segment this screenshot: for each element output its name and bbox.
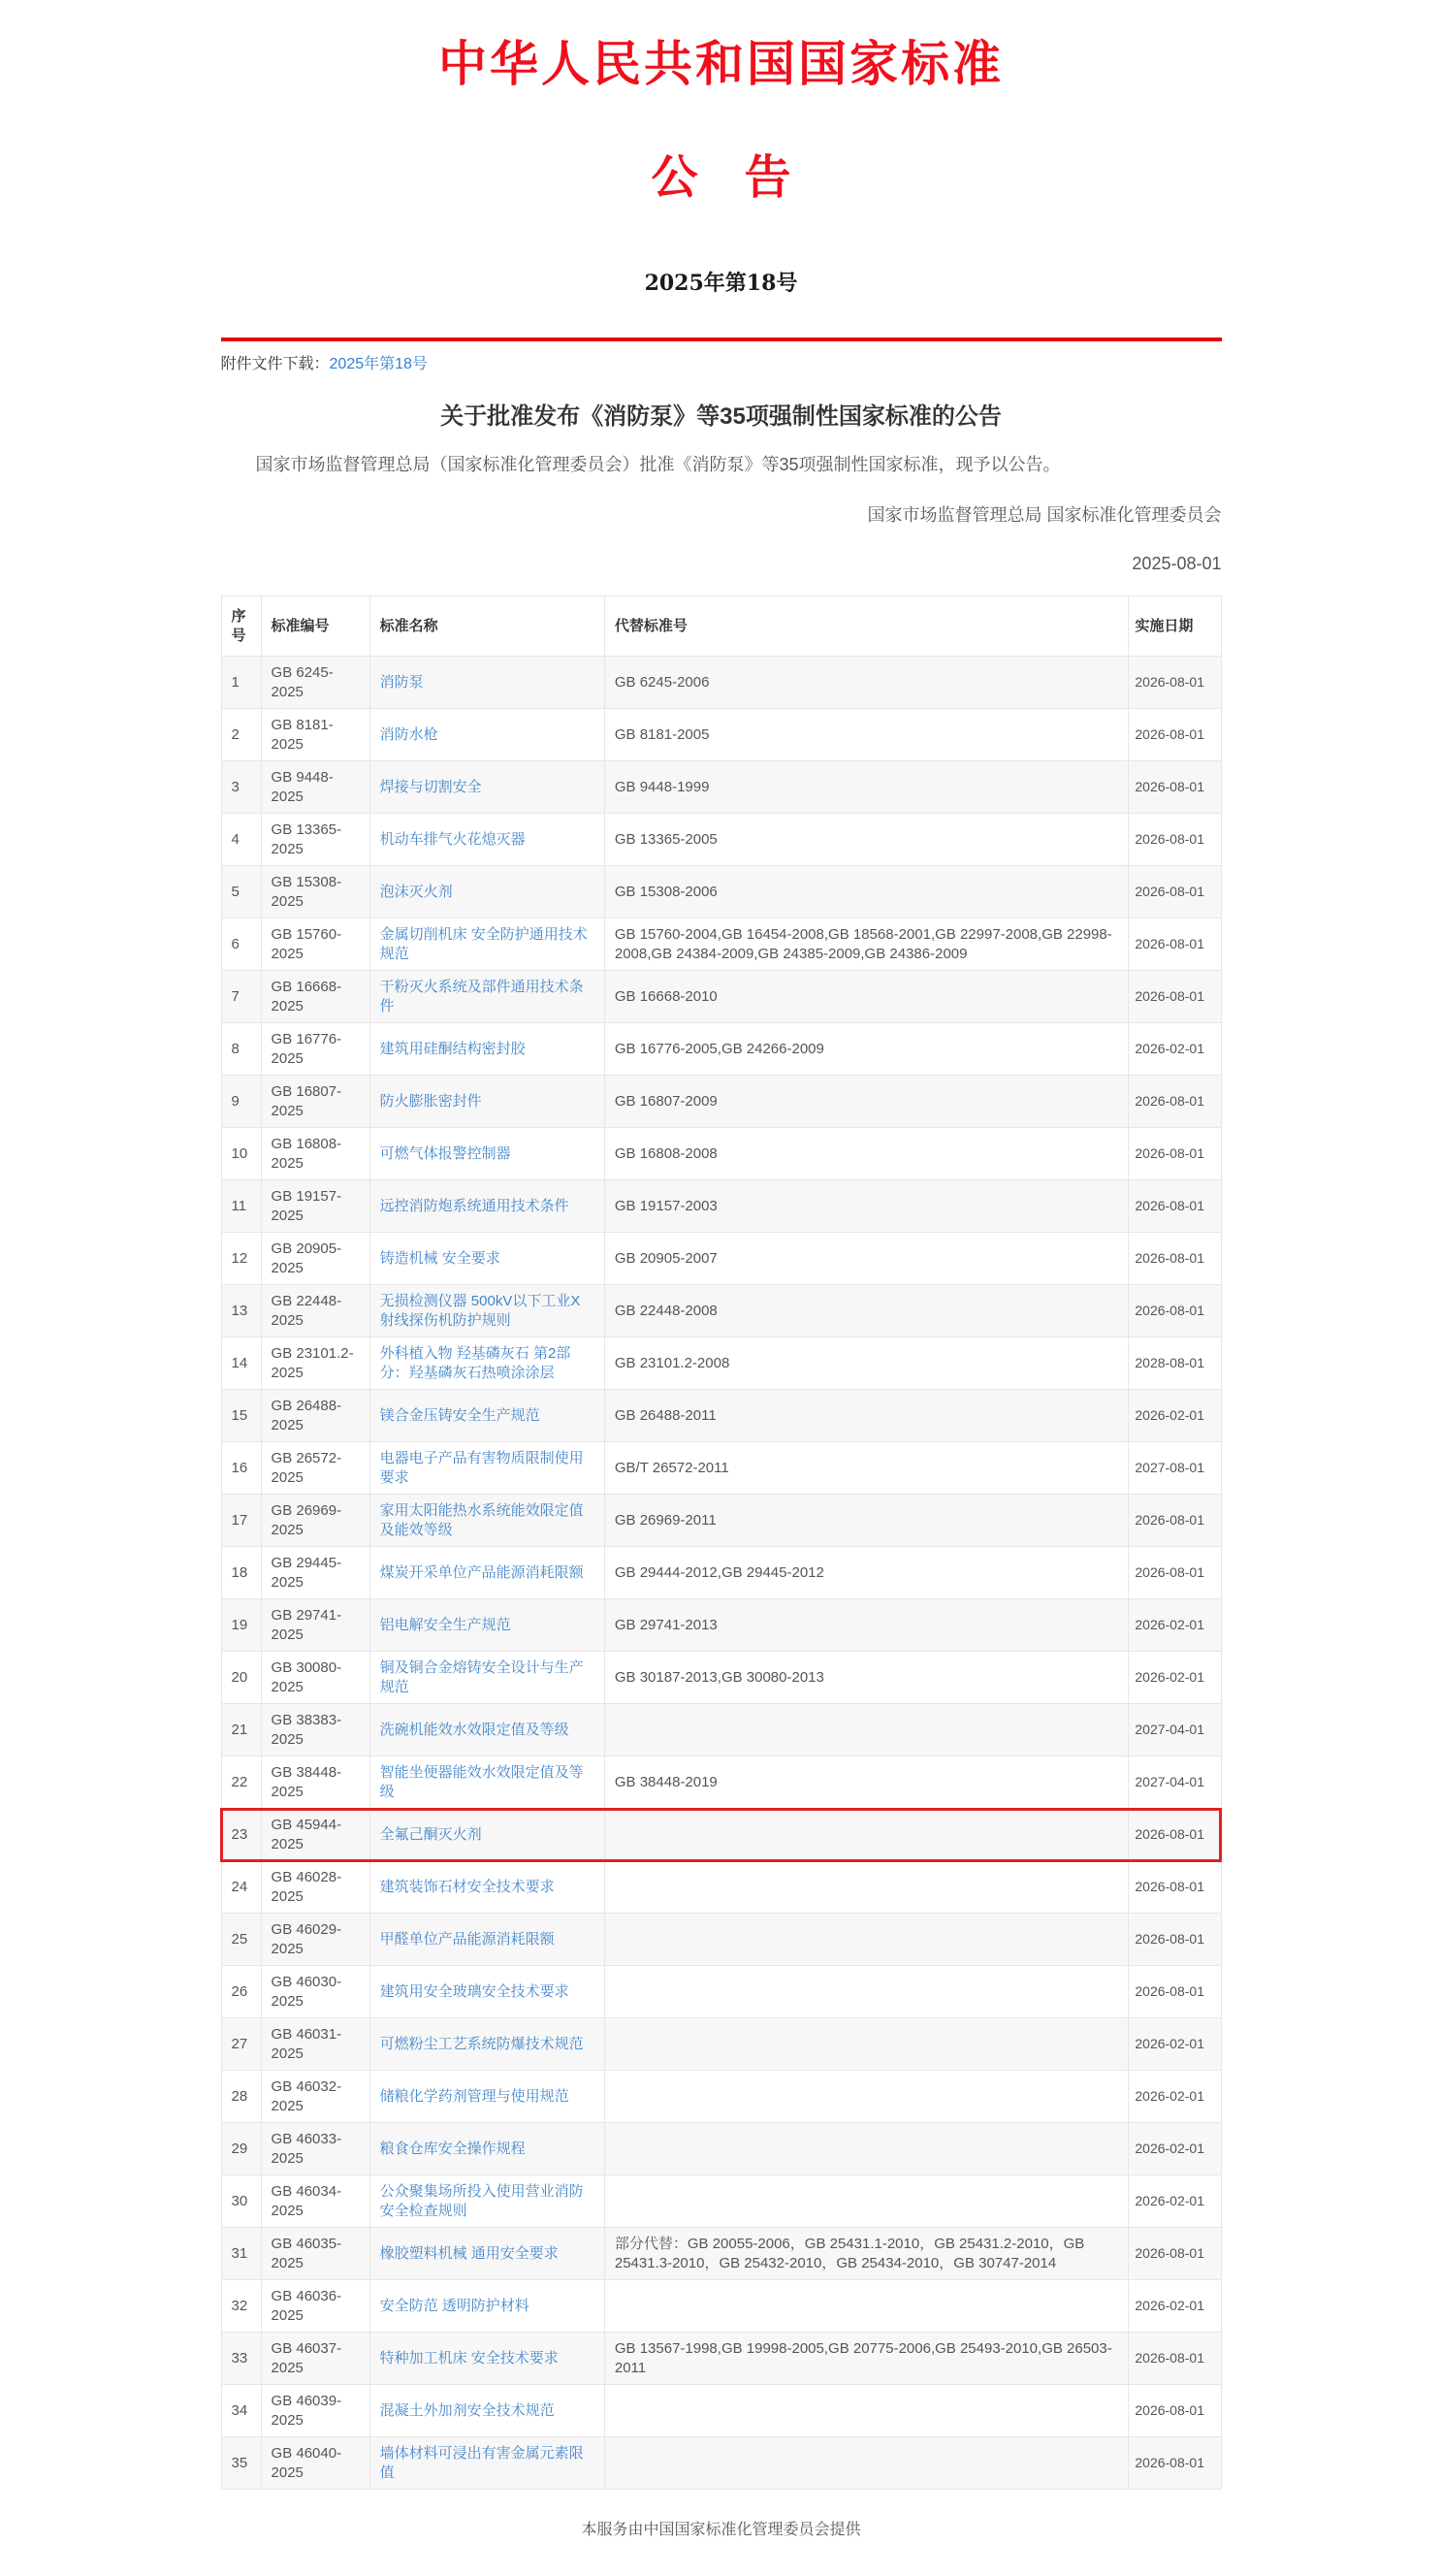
cell-replaced-standards: GB 26488-2011 [604, 1390, 1129, 1442]
cell-standard-code: GB 13365-2025 [261, 814, 369, 866]
standard-name-link[interactable]: 智能坐便器能效水效限定值及等级 [379, 1764, 584, 1800]
cell-standard-name [369, 1914, 604, 1966]
cell-standard-code: GB 30080-2025 [261, 1652, 369, 1704]
cell-replaced-standards [604, 2018, 1129, 2071]
cell-index: 24 [221, 1861, 261, 1914]
cell-standard-code: GB 16808-2025 [261, 1128, 369, 1180]
cell-index: 8 [221, 1023, 261, 1076]
table-row [221, 1285, 1221, 1337]
cell-replaced-standards: GB 9448-1999 [604, 761, 1129, 814]
table-row [221, 1704, 1221, 1756]
cell-standard-code: GB 6245-2025 [261, 657, 369, 709]
cell-replaced-standards: GB 15760-2004,GB 16454-2008,GB 18568-2001,GB 22997-2008,GB 22998-2008,GB 24384-2009,GB 24385-2009,GB 24386-2009 [604, 918, 1129, 971]
col-header-standard-name: 标准名称 [369, 596, 604, 657]
cell-implementation-date: 2026-02-01 [1129, 1599, 1221, 1652]
cell-replaced-standards [604, 1809, 1129, 1861]
cell-implementation-date: 2027-04-01 [1129, 1704, 1221, 1756]
cell-replaced-standards [604, 2280, 1129, 2333]
cell-replaced-standards: GB/T 26572-2011 [604, 1442, 1129, 1495]
cell-standard-code: GB 46028-2025 [261, 1861, 369, 1914]
cell-standard-code: GB 26488-2025 [261, 1390, 369, 1442]
cell-implementation-date: 2026-08-01 [1129, 2228, 1221, 2280]
standard-name-link[interactable]: 公众聚集场所投入使用营业消防安全检查规则 [379, 2183, 584, 2219]
cell-standard-code: GB 8181-2025 [261, 709, 369, 761]
footer-note: 本服务由中国国家标准化管理委员会提供 [581, 2522, 861, 2538]
cell-standard-name [369, 971, 604, 1023]
standard-name-link[interactable]: 混凝土外加剂安全技术规范 [379, 2401, 555, 2419]
announcement-heading: 公 告 [651, 150, 791, 205]
cell-standard-name [369, 2018, 604, 2071]
cell-implementation-date: 2026-02-01 [1129, 1390, 1221, 1442]
standard-name-link[interactable]: 特种加工机床 安全技术要求 [379, 2349, 559, 2367]
red-divider-line [221, 338, 1222, 341]
cell-implementation-date: 2026-08-01 [1129, 918, 1221, 971]
standard-name-link[interactable]: 墙体材料可浸出有害金属元素限值 [379, 2445, 584, 2481]
cell-implementation-date: 2027-04-01 [1129, 1756, 1221, 1809]
cell-replaced-standards: GB 13567-1998,GB 19998-2005,GB 20775-2006,GB 25493-2010,GB 26503-2011 [604, 2333, 1129, 2385]
table-row [221, 814, 1221, 866]
standard-name-link[interactable]: 建筑用硅酮结构密封胶 [379, 1040, 526, 1057]
cell-implementation-date: 2026-08-01 [1129, 1914, 1221, 1966]
cell-replaced-standards: GB 29444-2012,GB 29445-2012 [604, 1547, 1129, 1599]
table-row [221, 1442, 1221, 1495]
cell-implementation-date: 2028-08-01 [1129, 1337, 1221, 1390]
cell-replaced-standards [604, 2437, 1129, 2490]
cell-standard-name [369, 1442, 604, 1495]
table-row [221, 1495, 1221, 1547]
table-row [221, 971, 1221, 1023]
cell-index: 13 [221, 1285, 261, 1337]
cell-index: 27 [221, 2018, 261, 2071]
cell-standard-name [369, 1704, 604, 1756]
standard-name-link[interactable]: 防火膨胀密封件 [379, 1092, 482, 1110]
standard-name-link[interactable]: 无损检测仪器 500kV以下工业X射线探伤机防护规则 [379, 1293, 581, 1329]
cell-standard-code: GB 23101.2-2025 [261, 1337, 369, 1390]
notice-body: 国家市场监督管理总局（国家标准化管理委员会）批准《消防泵》等35项强制性国家标准，现予以公告。 [255, 455, 1061, 474]
cell-index: 1 [221, 657, 261, 709]
cell-standard-code: GB 15308-2025 [261, 866, 369, 918]
table-row [221, 918, 1221, 971]
cell-replaced-standards [604, 2123, 1129, 2175]
cell-implementation-date: 2026-02-01 [1129, 1652, 1221, 1704]
cell-standard-code: GB 26969-2025 [261, 1495, 369, 1547]
cell-replaced-standards: GB 15308-2006 [604, 866, 1129, 918]
cell-implementation-date: 2026-08-01 [1129, 709, 1221, 761]
standard-name-link[interactable]: 建筑用安全玻璃安全技术要求 [379, 1982, 569, 2000]
cell-standard-code: GB 19157-2025 [261, 1180, 369, 1233]
cell-index: 6 [221, 918, 261, 971]
standard-name-link[interactable]: 外科植入物 羟基磷灰石 第2部分：羟基磷灰石热喷涂涂层 [379, 1345, 571, 1381]
cell-replaced-standards: GB 16776-2005,GB 24266-2009 [604, 1023, 1129, 1076]
table-row [221, 709, 1221, 761]
cell-implementation-date: 2026-08-01 [1129, 761, 1221, 814]
cell-index: 2 [221, 709, 261, 761]
standard-name-link[interactable]: 消防泵 [379, 673, 424, 691]
cell-implementation-date: 2026-02-01 [1129, 2071, 1221, 2123]
cell-replaced-standards: GB 26969-2011 [604, 1495, 1129, 1547]
cell-standard-name [369, 1599, 604, 1652]
cell-standard-name [369, 1495, 604, 1547]
table-row [221, 1914, 1221, 1966]
standards-table [221, 596, 1222, 2490]
cell-standard-code: GB 15760-2025 [261, 918, 369, 971]
cell-replaced-standards: GB 23101.2-2008 [604, 1337, 1129, 1390]
publish-date: 2025-08-01 [1132, 554, 1222, 573]
cell-replaced-standards: GB 6245-2006 [604, 657, 1129, 709]
standard-name-link[interactable]: 泡沫灭火剂 [379, 883, 453, 900]
issuing-authorities: 国家市场监督管理总局 国家标准化管理委员会 [867, 505, 1222, 525]
cell-standard-code: GB 16807-2025 [261, 1076, 369, 1128]
cell-implementation-date: 2027-08-01 [1129, 1442, 1221, 1495]
cell-standard-code: GB 46036-2025 [261, 2280, 369, 2333]
cell-implementation-date: 2026-08-01 [1129, 1809, 1221, 1861]
cell-replaced-standards: GB 38448-2019 [604, 1756, 1129, 1809]
cell-standard-name [369, 1180, 604, 1233]
cell-implementation-date: 2026-08-01 [1129, 1233, 1221, 1285]
cell-implementation-date: 2026-08-01 [1129, 2385, 1221, 2437]
notice-title: 关于批准发布《消防泵》等35项强制性国家标准的公告 [440, 403, 1002, 430]
cell-standard-name [369, 2280, 604, 2333]
standard-name-link[interactable]: 煤炭开采单位产品能源消耗限额 [379, 1563, 584, 1581]
cell-replaced-standards: GB 13365-2005 [604, 814, 1129, 866]
cell-standard-name [369, 1809, 604, 1861]
standard-name-link[interactable]: 安全防范 透明防护材料 [379, 2297, 529, 2314]
cell-replaced-standards: GB 16668-2010 [604, 971, 1129, 1023]
table-row [221, 1076, 1221, 1128]
table-row [221, 2385, 1221, 2437]
attachment-label: 附件文件下载： [220, 356, 330, 372]
cell-index: 4 [221, 814, 261, 866]
cell-standard-name [369, 1966, 604, 2018]
standard-name-link[interactable]: 铝电解安全生产规范 [379, 1616, 511, 1633]
cell-index: 34 [221, 2385, 261, 2437]
table-row [221, 2333, 1221, 2385]
table-row [221, 1652, 1221, 1704]
col-header-implementation-date: 实施日期 [1129, 596, 1221, 657]
cell-implementation-date: 2026-08-01 [1129, 1076, 1221, 1128]
cell-implementation-date: 2026-08-01 [1129, 1547, 1221, 1599]
cell-standard-name [369, 2123, 604, 2175]
table-row [221, 761, 1221, 814]
cell-index: 21 [221, 1704, 261, 1756]
standard-name-link[interactable]: 粮食仓库安全操作规程 [379, 2140, 526, 2157]
cell-index: 11 [221, 1180, 261, 1233]
table-row [221, 2123, 1221, 2175]
cell-implementation-date: 2026-02-01 [1129, 2175, 1221, 2228]
standard-name-link[interactable]: 远控消防炮系统通用技术条件 [379, 1197, 569, 1214]
cell-standard-name [369, 709, 604, 761]
standard-name-link[interactable]: 全氟己酮灭火剂 [379, 1825, 482, 1843]
table-row [221, 866, 1221, 918]
cell-index: 9 [221, 1076, 261, 1128]
cell-index: 35 [221, 2437, 261, 2490]
cell-standard-name [369, 1128, 604, 1180]
col-header-standard-code: 标准编号 [261, 596, 369, 657]
cell-standard-code: GB 46029-2025 [261, 1914, 369, 1966]
cell-replaced-standards: GB 29741-2013 [604, 1599, 1129, 1652]
cell-index: 16 [221, 1442, 261, 1495]
cell-implementation-date: 2026-02-01 [1129, 2123, 1221, 2175]
table-row [221, 1966, 1221, 2018]
col-header-replaced-standards: 代替标准号 [604, 596, 1129, 657]
table-row [221, 1756, 1221, 1809]
cell-replaced-standards: GB 16807-2009 [604, 1076, 1129, 1128]
cell-standard-code: GB 46039-2025 [261, 2385, 369, 2437]
cell-index: 30 [221, 2175, 261, 2228]
cell-standard-name [369, 1390, 604, 1442]
cell-index: 31 [221, 2228, 261, 2280]
cell-replaced-standards: GB 16808-2008 [604, 1128, 1129, 1180]
issue-number: 2025年第18号 [644, 271, 798, 296]
cell-replaced-standards: 部分代替：GB 20055-2006，GB 25431.1-2010，GB 25431.2-2010，GB 25431.3-2010，GB 25432-2010，GB 25434-2010，GB 30747-2014 [604, 2228, 1129, 2280]
standard-name-link[interactable]: 铸造机械 安全要求 [379, 1249, 500, 1267]
cell-standard-code: GB 46034-2025 [261, 2175, 369, 2228]
standard-name-link[interactable]: 电器电子产品有害物质限制使用要求 [379, 1450, 584, 1486]
document-page [221, 0, 1222, 2576]
standard-name-link[interactable]: 消防水枪 [379, 725, 438, 743]
cell-implementation-date: 2026-02-01 [1129, 2018, 1221, 2071]
cell-index: 12 [221, 1233, 261, 1285]
col-header-index: 序号 [221, 596, 261, 657]
cell-replaced-standards [604, 2071, 1129, 2123]
cell-index: 29 [221, 2123, 261, 2175]
table-row [221, 1180, 1221, 1233]
cell-standard-name [369, 1861, 604, 1914]
cell-implementation-date: 2026-02-01 [1129, 2280, 1221, 2333]
cell-standard-code: GB 29445-2025 [261, 1547, 369, 1599]
cell-standard-name [369, 1337, 604, 1390]
cell-implementation-date: 2026-08-01 [1129, 1180, 1221, 1233]
cell-index: 7 [221, 971, 261, 1023]
cell-index: 14 [221, 1337, 261, 1390]
cell-standard-code: GB 20905-2025 [261, 1233, 369, 1285]
cell-standard-name [369, 761, 604, 814]
cell-implementation-date: 2026-08-01 [1129, 1285, 1221, 1337]
standard-name-link[interactable]: 金属切削机床 安全防护通用技术规范 [379, 926, 588, 962]
cell-standard-name [369, 2175, 604, 2228]
cell-standard-name [369, 1076, 604, 1128]
cell-implementation-date: 2026-08-01 [1129, 814, 1221, 866]
cell-index: 10 [221, 1128, 261, 1180]
table-row [221, 1023, 1221, 1076]
cell-replaced-standards: GB 22448-2008 [604, 1285, 1129, 1337]
cell-index: 23 [221, 1809, 261, 1861]
cell-standard-name [369, 1023, 604, 1076]
table-row [221, 1337, 1221, 1390]
cell-index: 19 [221, 1599, 261, 1652]
cell-standard-code: GB 46032-2025 [261, 2071, 369, 2123]
table-row [221, 2071, 1221, 2123]
cell-standard-code: GB 29741-2025 [261, 1599, 369, 1652]
cell-index: 15 [221, 1390, 261, 1442]
standard-name-link[interactable]: 可燃粉尘工艺系统防爆技术规范 [379, 2035, 584, 2052]
standard-name-link[interactable]: 家用太阳能热水系统能效限定值及能效等级 [379, 1502, 584, 1538]
cell-replaced-standards [604, 2175, 1129, 2228]
standard-name-link[interactable]: 镁合金压铸安全生产规范 [379, 1406, 540, 1424]
cell-index: 32 [221, 2280, 261, 2333]
table-row [221, 1861, 1221, 1914]
cell-implementation-date: 2026-08-01 [1129, 971, 1221, 1023]
cell-implementation-date: 2026-08-01 [1129, 1861, 1221, 1914]
cell-index: 22 [221, 1756, 261, 1809]
cell-standard-name [369, 814, 604, 866]
cell-replaced-standards: GB 30187-2013,GB 30080-2013 [604, 1652, 1129, 1704]
cell-replaced-standards: GB 8181-2005 [604, 709, 1129, 761]
cell-standard-code: GB 46035-2025 [261, 2228, 369, 2280]
cell-index: 25 [221, 1914, 261, 1966]
cell-replaced-standards [604, 1914, 1129, 1966]
cell-implementation-date: 2026-08-01 [1129, 1495, 1221, 1547]
table-row [221, 2228, 1221, 2280]
cell-standard-name [369, 2071, 604, 2123]
standard-name-link[interactable]: 机动车排气火花熄灭器 [379, 830, 526, 848]
table-row [221, 1233, 1221, 1285]
table-row [221, 2175, 1221, 2228]
table-row-highlighted [221, 1809, 1221, 1861]
cell-standard-code: GB 16776-2025 [261, 1023, 369, 1076]
cell-index: 18 [221, 1547, 261, 1599]
table-row [221, 2280, 1221, 2333]
table-row [221, 657, 1221, 709]
standard-name-link[interactable]: 橡胶塑料机械 通用安全要求 [379, 2244, 559, 2262]
cell-replaced-standards [604, 2385, 1129, 2437]
cell-index: 20 [221, 1652, 261, 1704]
cell-replaced-standards: GB 20905-2007 [604, 1233, 1129, 1285]
cell-implementation-date: 2026-08-01 [1129, 1966, 1221, 2018]
cell-implementation-date: 2026-08-01 [1129, 866, 1221, 918]
cell-replaced-standards [604, 1861, 1129, 1914]
cell-standard-name [369, 657, 604, 709]
cell-implementation-date: 2026-08-01 [1129, 2437, 1221, 2490]
cell-standard-code: GB 46033-2025 [261, 2123, 369, 2175]
cell-standard-name [369, 2437, 604, 2490]
cell-implementation-date: 2026-08-01 [1129, 1128, 1221, 1180]
cell-standard-name [369, 1756, 604, 1809]
cell-standard-code: GB 46031-2025 [261, 2018, 369, 2071]
table-row [221, 1128, 1221, 1180]
cell-standard-code: GB 16668-2025 [261, 971, 369, 1023]
cell-implementation-date: 2026-08-01 [1129, 2333, 1221, 2385]
table-header-row [221, 596, 1221, 657]
standard-name-link[interactable]: 铜及铜合金熔铸安全设计与生产规范 [379, 1659, 584, 1695]
cell-standard-name [369, 2385, 604, 2437]
main-title: 中华人民共和国国家标准 [438, 35, 1004, 92]
cell-standard-code: GB 46030-2025 [261, 1966, 369, 2018]
table-row [221, 1547, 1221, 1599]
standard-name-link[interactable]: 建筑装饰石材安全技术要求 [379, 1878, 555, 1895]
cell-standard-name [369, 2333, 604, 2385]
cell-index: 28 [221, 2071, 261, 2123]
cell-standard-code: GB 38383-2025 [261, 1704, 369, 1756]
cell-replaced-standards [604, 1704, 1129, 1756]
cell-standard-name [369, 1285, 604, 1337]
standards-table-body [221, 657, 1221, 2490]
cell-index: 5 [221, 866, 261, 918]
cell-standard-name [369, 866, 604, 918]
cell-standard-code: GB 45944-2025 [261, 1809, 369, 1861]
cell-standard-name [369, 918, 604, 971]
cell-replaced-standards [604, 1966, 1129, 2018]
cell-standard-name [369, 2228, 604, 2280]
table-row [221, 1390, 1221, 1442]
table-row [221, 1599, 1221, 1652]
cell-index: 26 [221, 1966, 261, 2018]
cell-standard-name [369, 1233, 604, 1285]
standard-name-link[interactable]: 焊接与切割安全 [379, 778, 482, 795]
standard-name-link[interactable]: 甲醛单位产品能源消耗限额 [379, 1930, 555, 1948]
cell-index: 3 [221, 761, 261, 814]
table-row [221, 2018, 1221, 2071]
standard-name-link[interactable]: 洗碗机能效水效限定值及等级 [379, 1721, 569, 1738]
cell-index: 17 [221, 1495, 261, 1547]
standard-name-link[interactable]: 干粉灭火系统及部件通用技术条件 [379, 979, 584, 1014]
cell-standard-code: GB 46037-2025 [261, 2333, 369, 2385]
standard-name-link[interactable]: 可燃气体报警控制器 [379, 1144, 511, 1162]
table-row [221, 2437, 1221, 2490]
cell-index: 33 [221, 2333, 261, 2385]
cell-implementation-date: 2026-02-01 [1129, 1023, 1221, 1076]
cell-standard-name [369, 1547, 604, 1599]
cell-standard-name [369, 1652, 604, 1704]
cell-implementation-date: 2026-08-01 [1129, 657, 1221, 709]
cell-standard-code: GB 26572-2025 [261, 1442, 369, 1495]
cell-standard-code: GB 38448-2025 [261, 1756, 369, 1809]
attachment-link[interactable]: 2025年第18号 [329, 356, 428, 372]
cell-standard-code: GB 22448-2025 [261, 1285, 369, 1337]
attachment-download-row [221, 351, 1222, 373]
cell-standard-code: GB 46040-2025 [261, 2437, 369, 2490]
cell-standard-code: GB 9448-2025 [261, 761, 369, 814]
standard-name-link[interactable]: 储粮化学药剂管理与使用规范 [379, 2087, 569, 2105]
cell-replaced-standards: GB 19157-2003 [604, 1180, 1129, 1233]
